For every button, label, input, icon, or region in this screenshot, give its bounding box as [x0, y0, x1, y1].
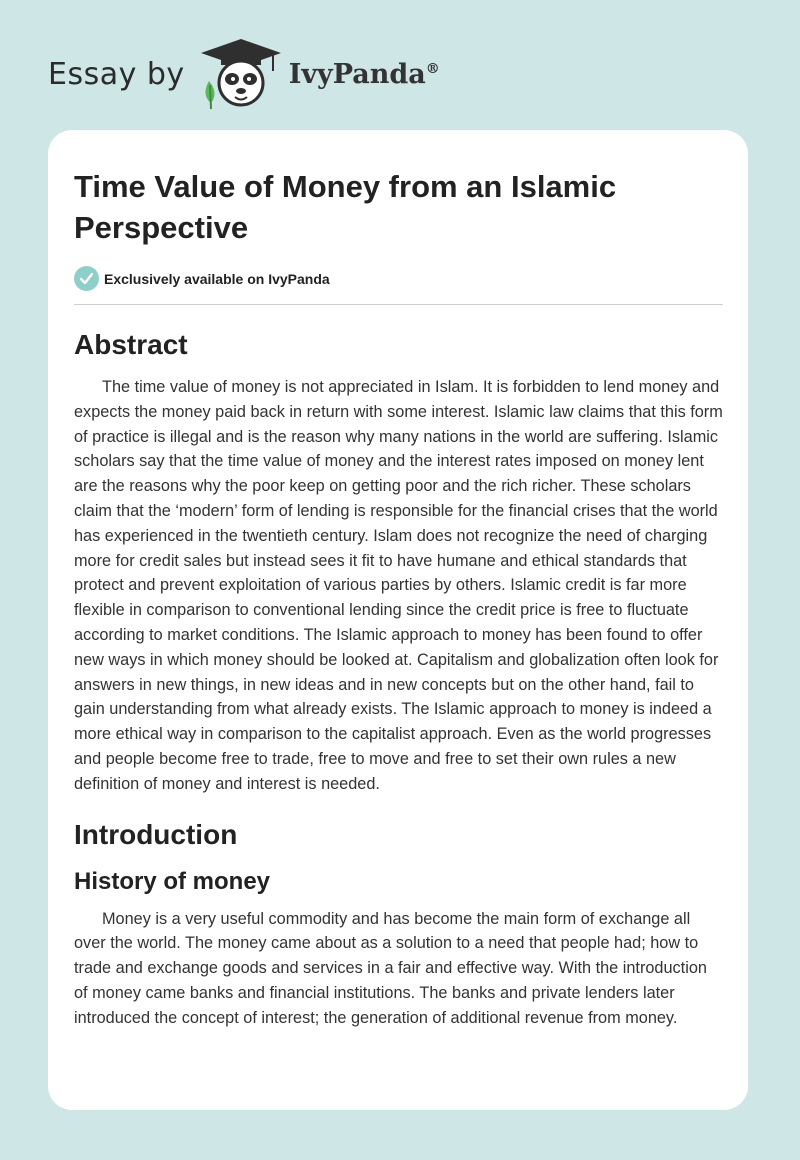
- essay-by-label: Essay by: [48, 56, 185, 92]
- exclusive-badge: [74, 266, 722, 291]
- panda-mascot-icon: [199, 37, 283, 111]
- introduction-heading: Introduction: [74, 818, 238, 850]
- abstract-paragraph: The time value of money is not appreciated in Islam. It is forbidden to lend money and expects the money paid back in return with some interest. Islamic law claims that this form of practice is illegal and is the reason why many nations in the world are suffering. Islamic scholars say that the time value of money and the interest rates imposed on money lent are the reasons why the poor keep on getting poor and the rich richer. These scholars claim that the ‘modern’ form of lending is responsible for the financial crises that the world has experienced in the twentieth century. Islam does not recognize the need of charging more for credit sales but instead sees it fit to have humane and ethical standards that protect and prevent exploitation of various parties by others. Islamic credit is far more flexible in comparison to conventional lending since the credit price is free to fluctuate according to market conditions. The Islamic approach to money has been found to offer new ways in which money should be looked at. Capitalism and globalization often look for answers in new things, in new ideas and in new concepts but on the other hand, fail to gain understanding from what already exists. The Islamic approach to money is indeed a more ethical way in comparison to the capitalist approach. Even as the world progresses and people become free to trade, free to move and free to set their own rules a new definition of money and interest is needed.: [74, 378, 723, 793]
- history-subheading: History of money: [74, 867, 271, 895]
- history-paragraph: Money is a very useful commodity and has become the main form of exchange all over the world. The money came about as a solution to a need that people had; how to trade and exchange goods and services in a fair and effective way. With the introduction of money came banks and financial institutions. The banks and private lenders later introduced the concept of interest; the generation of additional revenue from money.: [74, 909, 707, 1027]
- divider: [74, 304, 723, 305]
- site-header: [48, 34, 440, 114]
- brand-name: IvyPanda®: [288, 58, 440, 90]
- page-title: Time Value of Money from an Islamic Perspective: [74, 169, 617, 245]
- exclusive-label: Exclusively available on IvyPanda: [104, 270, 330, 287]
- check-icon: [74, 266, 99, 291]
- essay-card: [48, 130, 748, 1110]
- registered-mark: ®: [425, 60, 440, 77]
- ivypanda-logo[interactable]: [199, 37, 440, 111]
- abstract-heading: Abstract: [74, 329, 188, 360]
